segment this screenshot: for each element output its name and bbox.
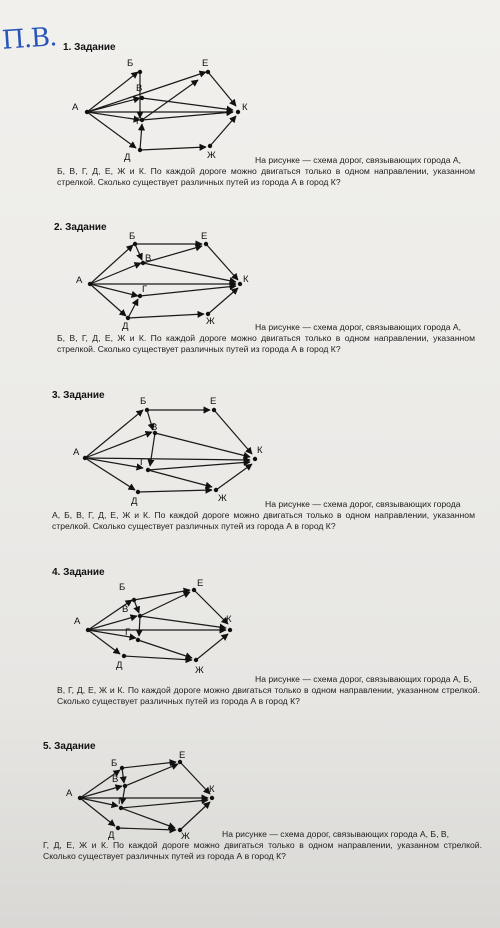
city-label: Б [111, 758, 118, 769]
city-label: К [257, 445, 263, 456]
city-label: А [73, 447, 80, 458]
city-label: Е [179, 750, 186, 761]
task-text-first-line: На рисунке — схема дорог, связывающих города [265, 499, 461, 509]
task-3 [0, 380, 500, 560]
city-label: Е [210, 396, 217, 407]
task-text-first-line: На рисунке — схема дорог, связывающих города А, Б, [255, 674, 472, 684]
road-diagram [0, 560, 500, 740]
task-heading: 5. Задание [43, 741, 96, 752]
city-label: К [226, 614, 232, 625]
city-label: Ж [207, 150, 216, 161]
city-label: Е [202, 58, 209, 69]
city-label: Ж [181, 831, 190, 842]
city-label: Е [197, 578, 204, 589]
task-text-first-line: На рисунке — схема дорог, связывающих города А, [255, 322, 462, 332]
city-label: Д [131, 496, 138, 507]
task-text: В, Г, Д, Е, Ж и К. По каждой дороге можно двигаться только в одном направлении, указанном стрелкой. Сколько существует различных путей из города А в город К? [57, 685, 480, 706]
city-label: К [243, 274, 249, 285]
task-4 [0, 560, 500, 740]
city-label: В [151, 422, 158, 433]
city-label: В [136, 83, 143, 94]
city-label: В [122, 604, 129, 615]
city-label: А [66, 788, 73, 799]
task-text: Г, Д, Е, Ж и К. По каждой дороге можно двигаться только в одном направлении, указанном стрелкой. Сколько существует различных путей из города А в город К? [43, 840, 482, 861]
city-label: В [112, 774, 119, 785]
city-label: Б [127, 58, 134, 69]
city-label: Ж [206, 316, 215, 327]
task-text-first-line: На рисунке — схема дорог, связывающих города А, [255, 155, 462, 165]
task-2 [0, 200, 500, 380]
city-label: Г [142, 284, 148, 295]
city-label: В [145, 253, 152, 264]
city-label: А [76, 275, 83, 286]
handwritten-note: П.В. [1, 22, 58, 56]
city-label: Ж [218, 493, 227, 504]
city-label: Б [129, 231, 136, 242]
task-heading: 4. Задание [52, 567, 105, 578]
task-text: Б, В, Г, Д, Е, Ж и К. По каждой дороге можно двигаться только в одном направлении, указанном стрелкой. Сколько существует различных путей из города А в город К? [57, 333, 475, 354]
city-label: Г [140, 457, 146, 468]
city-label: Д [124, 152, 131, 163]
city-label: Г [125, 627, 131, 638]
city-label: Д [116, 660, 123, 671]
city-label: А [74, 616, 81, 627]
task-text: Б, В, Г, Д, Е, Ж и К. По каждой дороге можно двигаться только в одном направлении, указанном стрелкой. Сколько существует различных путей из города А в город К? [57, 166, 475, 187]
city-label: Е [201, 231, 208, 242]
city-label: Д [108, 830, 115, 841]
task-5 [0, 740, 500, 928]
city-label: Б [140, 396, 147, 407]
city-label: К [242, 102, 248, 113]
task-heading: 1. Задание [63, 42, 116, 53]
city-label: Г [118, 796, 124, 807]
city-label: К [209, 784, 215, 795]
task-1 [0, 0, 500, 200]
city-label: Д [122, 321, 129, 332]
task-heading: 2. Задание [54, 222, 107, 233]
city-label: Ж [195, 665, 204, 676]
city-label: Б [119, 582, 126, 593]
task-text-first-line: На рисунке — схема дорог, связывающих города А, Б, В, [222, 829, 449, 839]
city-label: А [72, 102, 79, 113]
road-diagram [0, 380, 500, 560]
city-label: Г [136, 116, 142, 127]
task-heading: 3. Задание [52, 390, 105, 401]
task-text: А, Б, В, Г, Д, Е, Ж и К. По каждой дороге можно двигаться только в одном направлении, указанном стрелкой. Сколько существует различных путей из города А в город К? [52, 510, 475, 531]
